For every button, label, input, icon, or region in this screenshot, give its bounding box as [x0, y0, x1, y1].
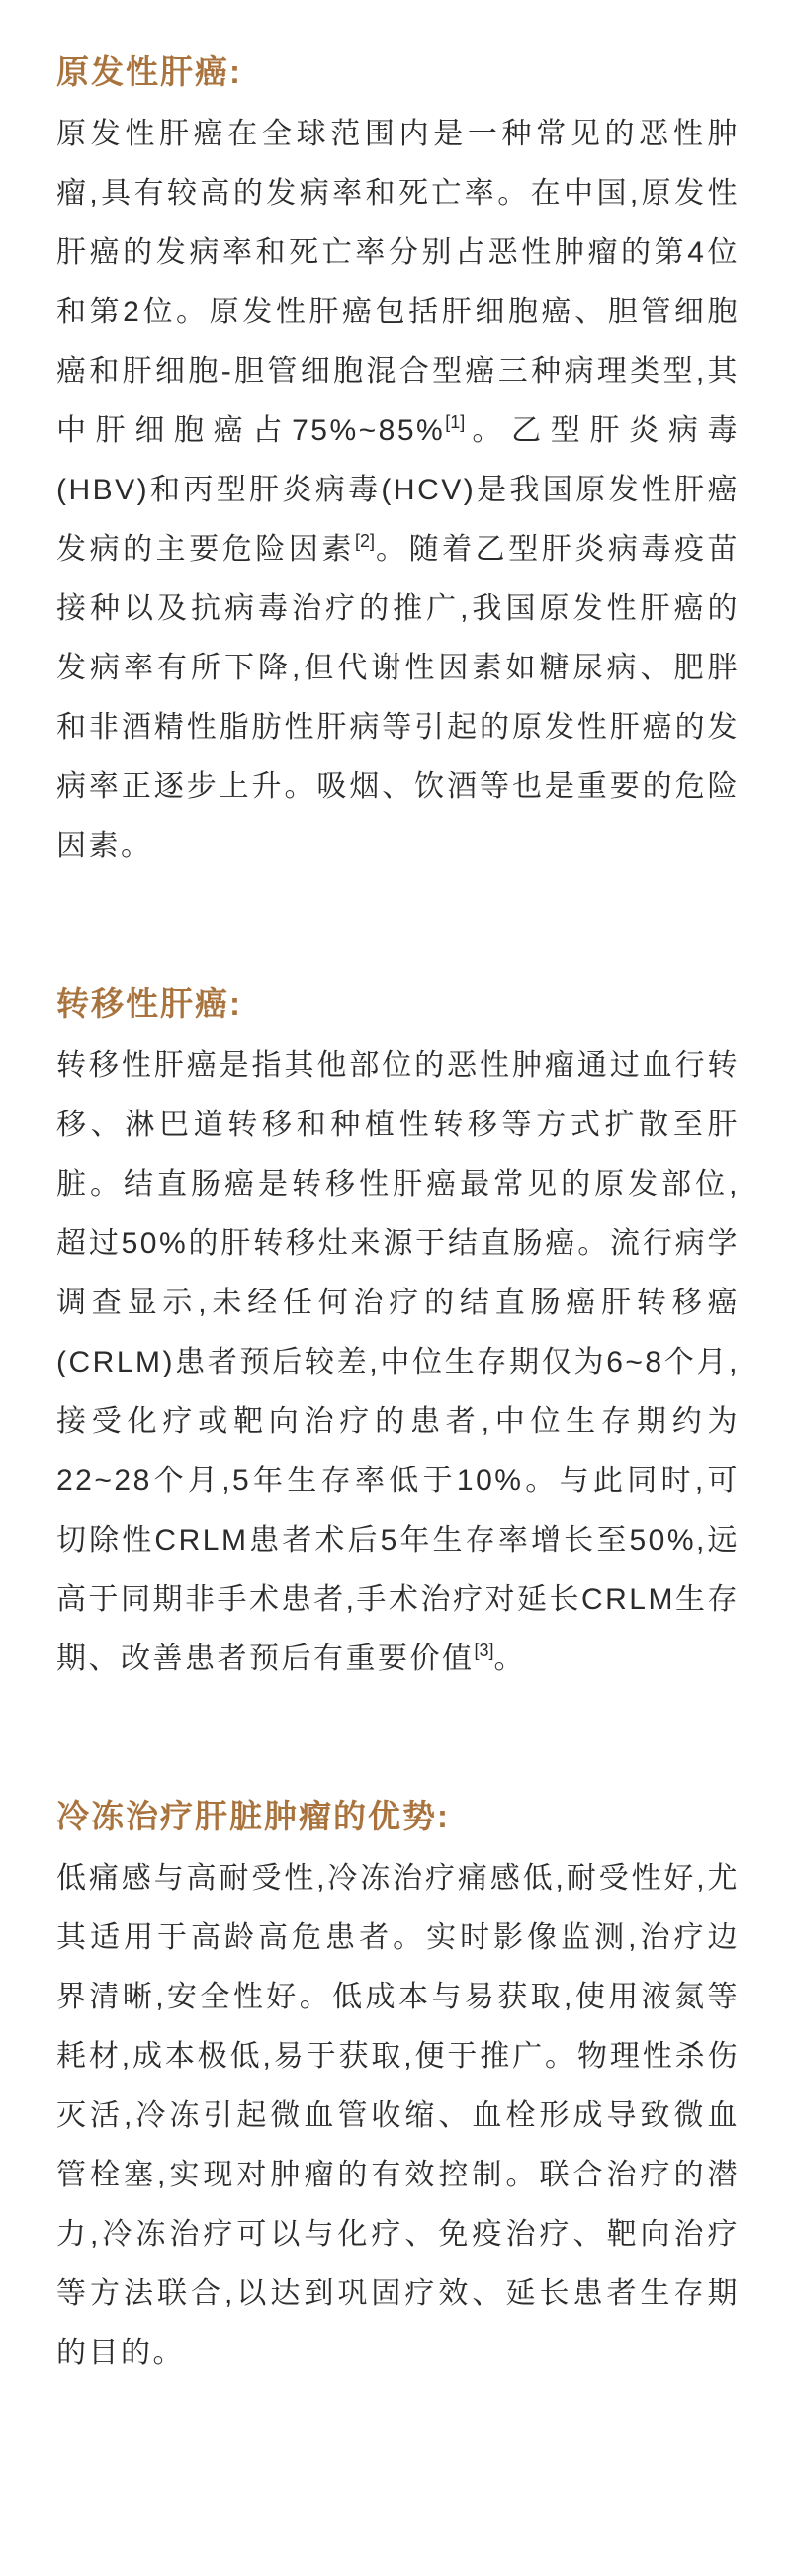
section-paragraph: 低痛感与高耐受性,冷冻治疗痛感低,耐受性好,尤其适用于高龄高危患者。实时影像监测,治疗边界清晰,安全性好。低成本与易获取,使用液氮等耗材,成本极低,易于获取,便于推广。物理性杀伤灭活,冷冻引起微血管收缩、血栓形成导致微血管栓塞,实现对肿瘤的有效控制。联合治疗的潜力,冷冻治疗可以与化疗、免疫治疗、靶向治疗等方法联合,以达到巩固疗效、延长患者生存期的目的。 — [56, 1862, 740, 2369]
citation-ref: [2] — [354, 531, 375, 552]
section — [56, 1796, 740, 2383]
citation-ref: [3] — [474, 1641, 494, 1661]
section-paragraph: 原发性肝癌在全球范围内是一种常见的恶性肿瘤,具有较高的发病率和死亡率。在中国,原发性肝癌的发病率和死亡率分别占恶性肿瘤的第4位和第2位。原发性肝癌包括肝细胞癌、胆管细胞癌和肝细胞-胆管细胞混合型癌三种病理类型,其中肝细胞癌占75%~85%[1]。乙型肝炎病毒(HBV)和丙型肝炎病毒(HCV)是我国原发性肝癌发病的主要危险因素[2]。随着乙型肝炎病毒疫苗接种以及抗病毒治疗的推广,我国原发性肝癌的发病率有所下降,但代谢性因素如糖尿病、肥胖和非酒精性脂肪性肝病等引起的原发性肝癌的发病率正逐步上升。吸烟、饮酒等也是重要的危险因素。 — [56, 118, 741, 862]
citation-ref: [1] — [445, 412, 466, 433]
section-heading: 原发性肝癌: — [56, 53, 242, 90]
section — [56, 51, 740, 876]
section-heading: 转移性肝癌: — [56, 985, 242, 1022]
section-paragraph: 转移性肝癌是指其他部位的恶性肿瘤通过血行转移、淋巴道转移和种植性转移等方式扩散至肝脏。结直肠癌是转移性肝癌最常见的原发部位,超过50%的肝转移灶来源于结直肠癌。流行病学调查显示,未经任何治疗的结直肠癌肝转移癌(CRLM)患者预后较差,中位生存期仅为6~8个月,接受化疗或靶向治疗的患者,中位生存期约为22~28个月,5年生存率低于10%。与此同时,可切除性CRLM患者术后5年生存率增长至50%,远高于同期非手术患者,手术治疗对延长CRLM生存期、改善患者预后有重要价值[3]。 — [56, 1049, 740, 1675]
section — [56, 983, 740, 1689]
section-heading: 冷冻治疗肝脏肿瘤的优势: — [56, 1798, 450, 1834]
